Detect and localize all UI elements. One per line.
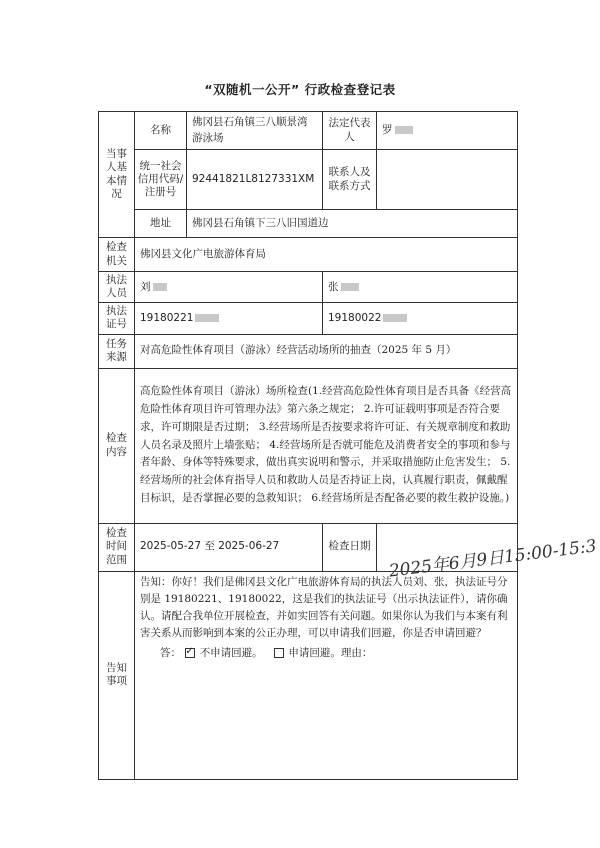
notice-cell: [135, 571, 518, 779]
notice-text: 告知：你好！我们是佛冈县文化广电旅游体育局的执法人员刘、张，执法证号分别是 19180221、19180022，这是我们的执法证号（出示执法证件），请你确认。请配合我单位开展检查，并如实回答有关问题。如果你认为我们与本案有利害关系从而影响到本案的公正办理，可以申请我们回避，你是否申请回避？: [140, 575, 508, 640]
address-value: 佛冈县石角镇下三八旧国道边: [187, 210, 518, 238]
source-label: 任务来源: [99, 334, 135, 368]
contact-label: 联系人及联系方式: [323, 150, 377, 210]
no-recusal-label: 不申请回避。: [199, 646, 263, 659]
recusal-label: 申请回避。理由：: [288, 646, 373, 659]
officers-label: 执法人员: [99, 272, 135, 303]
cert2-cell: [323, 303, 518, 334]
content-value: 高危险性体育项目（游泳）场所检查(1.经营高危险性体育项目是否具备《经营高危险性体育项目许可管理办法》第六条之规定； 2.许可证载明事项是否符合要求，许可期限是否过期； 3.经营场所是否按要求将许可证、有关规章制度和救助人员名录及照片上墙张贴； 4.经营场所是否就可能危及消费者安全的事项和参与者年龄、身体等特殊要求，做出真实说明和警示，并采取措施防止危害发生； 5.经营场所的社会体育指导人员和救助人员是否持证上岗，认真履行职责，佩戴醒目标识，是否掌握必要的急救知识； 6.经营场所是否配备必要的救生救护设施。): [135, 368, 518, 523]
recusal-checkbox[interactable]: [274, 648, 284, 658]
period-value: 2025-05-27 至 2025-06-27: [135, 523, 323, 571]
notice-label: 告知事项: [99, 571, 135, 779]
period-label: 检查时间范围: [99, 523, 135, 571]
party-info-label: 当事人基本情况: [99, 112, 135, 238]
name-value: 佛冈县石角镇三八顺景湾游泳场: [187, 112, 323, 150]
redaction-mark: [195, 314, 219, 322]
officer1-name: 刘: [140, 280, 151, 293]
cert1-number: 19180221: [140, 311, 194, 324]
redaction-mark: [341, 283, 359, 291]
credit-code-label: 统一社会信用代码/注册号: [135, 150, 187, 210]
officer2-name: 张: [328, 280, 339, 293]
legal-rep-cell: [377, 112, 518, 150]
cert1-cell: [135, 303, 323, 334]
cert-label: 执法证号: [99, 303, 135, 334]
credit-code-value: 92441821L8127331XM: [187, 150, 323, 210]
handwritten-check-date: 2025年6月9日15:00-15:3: [387, 536, 598, 582]
no-recusal-checkbox[interactable]: [185, 648, 195, 658]
name-label: 名称: [135, 112, 187, 150]
source-value: 对高危险性体育项目（游泳）经营活动场所的抽查（2025 年 5 月）: [135, 334, 518, 368]
officer1-cell: [135, 272, 323, 303]
inspection-form-table: [98, 111, 518, 780]
redaction-mark: [153, 283, 167, 291]
officer2-cell: [323, 272, 518, 303]
legal-rep-label: 法定代表人: [323, 112, 377, 150]
address-label: 地址: [135, 210, 187, 238]
redaction-mark: [395, 126, 413, 134]
legal-rep-value: 罗: [382, 123, 393, 136]
check-date-label: 检查日期: [323, 523, 377, 571]
content-label: 检查内容: [99, 368, 135, 523]
cert2-number: 19180022: [328, 311, 382, 324]
answer-line: [140, 645, 512, 662]
agency-value: 佛冈县文化广电旅游体育局: [135, 238, 518, 272]
agency-label: 检查机关: [99, 238, 135, 272]
redaction-mark: [383, 314, 407, 322]
answer-prefix: 答：: [160, 646, 181, 659]
document-title: “双随机一公开” 行政检查登记表: [204, 82, 396, 97]
contact-value: [377, 150, 518, 210]
